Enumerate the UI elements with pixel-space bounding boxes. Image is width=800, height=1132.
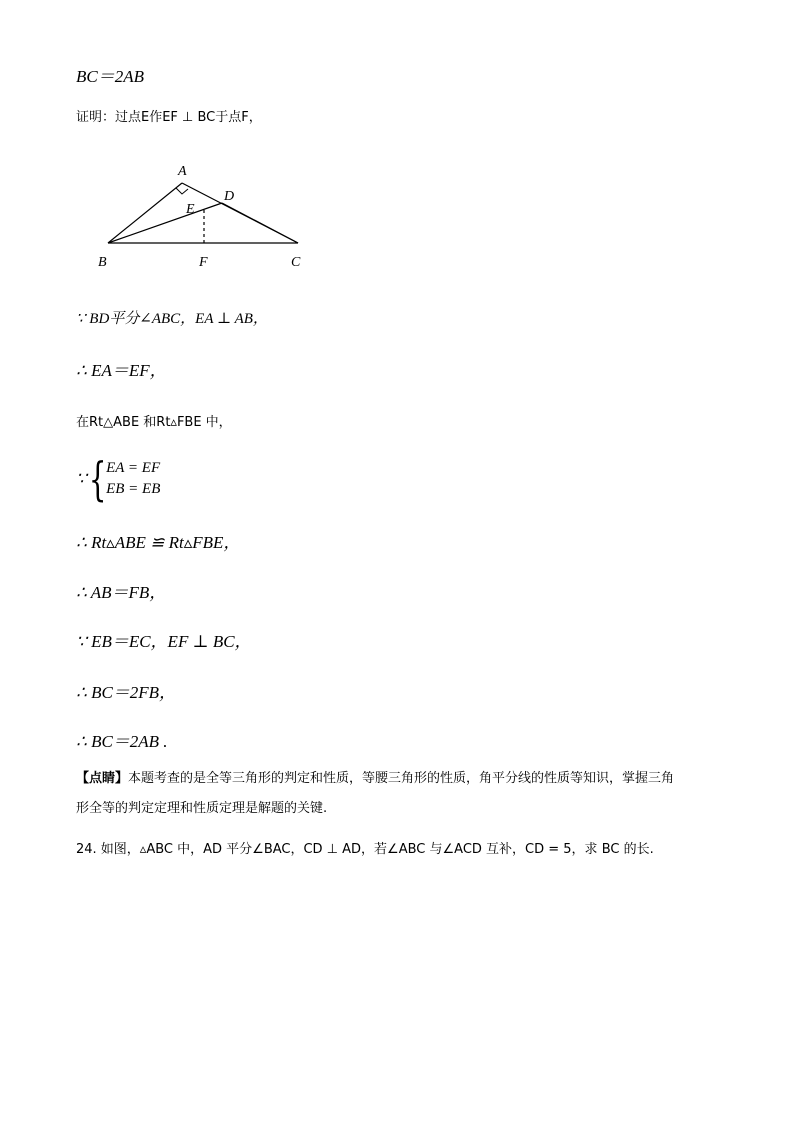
text-bc-equals-2ab: BC＝2AB (76, 67, 144, 86)
step-6: ∵ EB＝EC，EF ⊥ BC， (76, 632, 252, 651)
step-3: 在Rt△ABE 和Rt▵FBE 中， (76, 415, 232, 430)
step-8: ∴ BC＝2AB . (76, 732, 168, 751)
label-a: A (178, 164, 187, 179)
comment-tag: 【点睛】 (76, 771, 129, 786)
step-5: ∴ AB＝FB， (76, 583, 167, 602)
label-b: B (98, 255, 107, 270)
segment-ab (108, 183, 182, 243)
because-symbol: ∵ (76, 469, 87, 488)
step-7: ∴ BC＝2FB， (76, 683, 177, 702)
label-c: C (291, 255, 301, 270)
right-angle-mark (176, 188, 188, 194)
proof-intro: 证明：过点E作EF ⊥ BC于点F， (76, 110, 262, 125)
comment-text-2: 形全等的判定定理和性质定理是解题的关键. (76, 801, 328, 816)
label-f: F (199, 255, 208, 270)
comment-text: 本题考查的是全等三角形的判定和性质，等腰三角形的性质，角平分线的性质等知识，掌握三角 (128, 771, 675, 786)
label-e: E (186, 202, 195, 217)
geometry-figure (90, 158, 320, 273)
label-d: D (224, 189, 235, 204)
segment-bd (108, 203, 222, 243)
question-24: 24. 如图，▵ABC 中，AD 平分∠BAC，CD ⊥ AD，若∠ABC 与∠ACD 互补，CD = 5，求 BC 的长. (76, 842, 654, 857)
brace-line-2: EB = EB (106, 481, 161, 497)
comment-paragraph (76, 764, 736, 824)
segment-dc (222, 203, 298, 243)
left-brace: { (88, 452, 107, 506)
step-1: ∵ BD平分∠ABC，EA ⊥ AB， (76, 311, 268, 327)
brace-system (76, 452, 161, 506)
step-2: ∴ EA＝EF， (76, 361, 167, 380)
step-4: ∴ Rt▵ABE ≌ Rt▵FBE， (76, 533, 241, 552)
brace-line-1: EA = EF (106, 460, 161, 476)
